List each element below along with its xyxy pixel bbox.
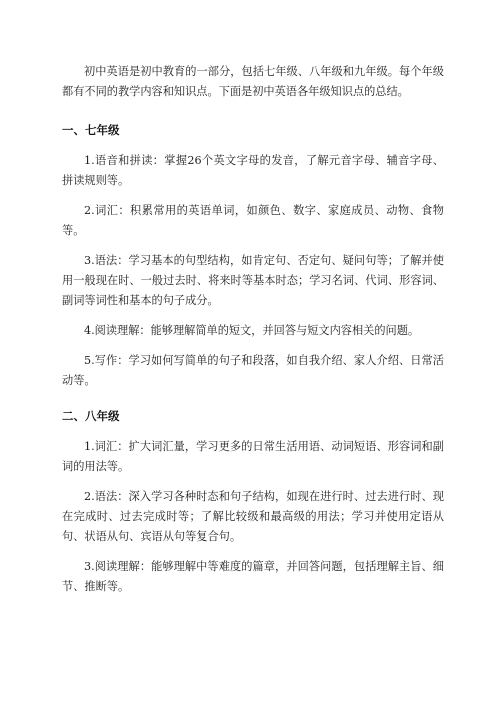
grade7-item-vocabulary: 2.词汇：积累常用的英语单词，如颜色、数字、家庭成员、动物、食物等。 [62,204,444,237]
grade7-item-grammar: 3.语法：学习基本的句型结构，如肯定句、否定句、疑问句等；了解并使用一般现在时、一般过去时、将来时等基本时态；学习名词、代词、形容词、副词等词性和基本的句子成分。 [62,254,444,307]
section-heading-grade8: 二、八年级 [62,409,120,423]
intro-paragraph: 初中英语是初中教育的一部分，包括七年级、八年级和九年级。每个年级都有不同的教学内容和知识点。下面是初中英语各年级知识点的总结。 [62,65,444,98]
grade8-item-vocabulary: 1.词汇：扩大词汇量，学习更多的日常生活用语、动词短语、形容词和副词的用法等。 [62,440,444,473]
grade8-item-reading: 3.阅读理解：能够理解中等难度的篇章，并回答问题，包括理解主旨、细节、推断等。 [62,560,444,593]
grade7-item-reading: 4.阅读理解：能够理解简单的短文，并回答与短文内容相关的问题。 [84,324,420,337]
grade7-item-pronunciation: 1.语音和拼读：掌握26个英文字母的发音，了解元音字母、辅音字母、拼读规则等。 [62,154,444,187]
grade8-item-grammar: 2.语法：深入学习各种时态和句子结构，如现在进行时、过去进行时、现在完成时、过去完成时等；了解比较级和最高级的用法；学习并使用定语从句、状语从句、宾语从句等复合句。 [62,490,444,543]
section-heading-grade7: 一、七年级 [62,123,120,137]
grade7-item-writing: 5.写作：学习如何写简单的句子和段落，如自我介绍、家人介绍、日常活动等。 [62,354,444,387]
document-body [62,62,444,607]
